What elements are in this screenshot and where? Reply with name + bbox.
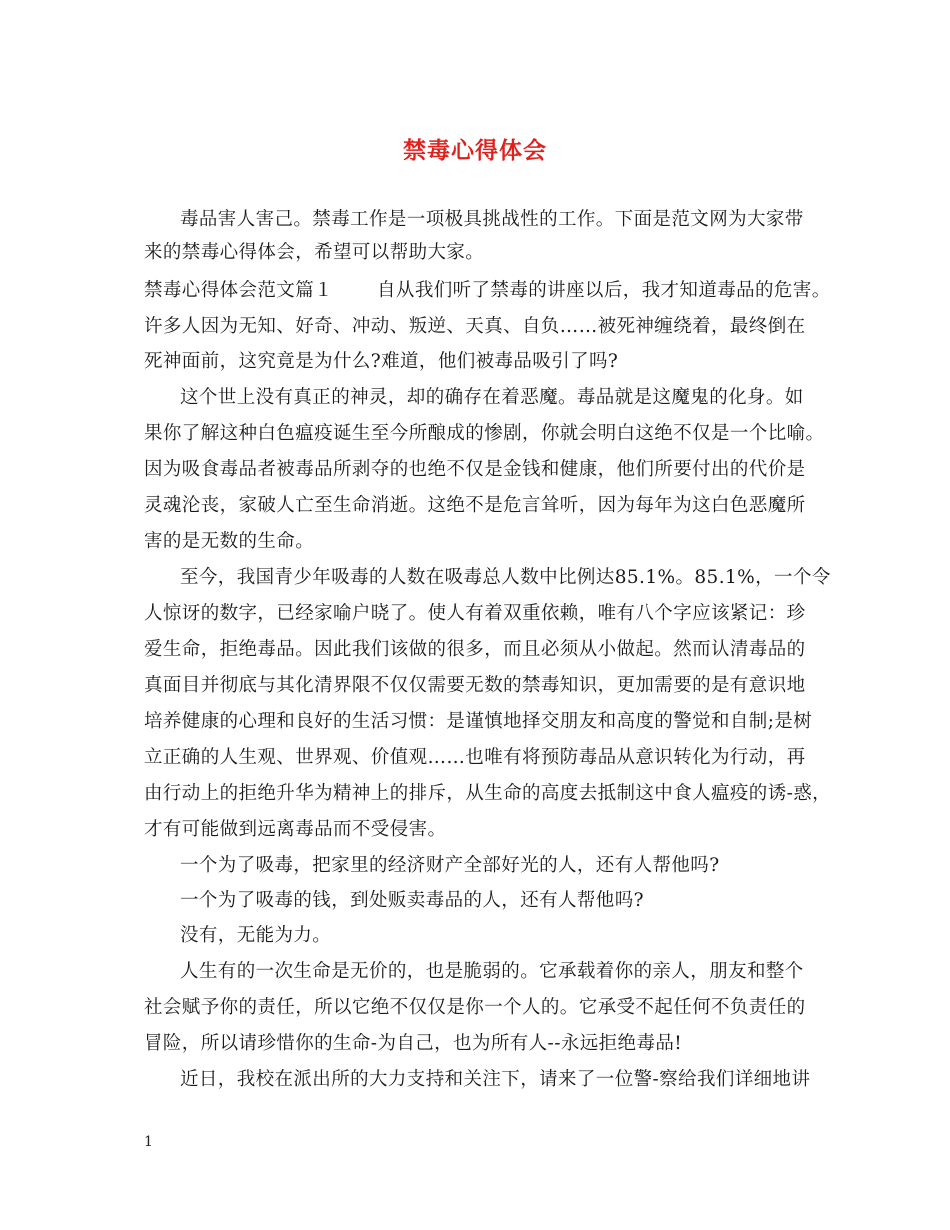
paragraph-line: 毒品害人害己。禁毒工作是一项极具挑战性的工作。下面是范文网为大家带 <box>180 209 804 230</box>
paragraph-line: 自从我们听了禁毒的讲座以后，我才知道毒品的危害。 <box>377 280 831 301</box>
paragraph-line: 死神面前，这究竟是为什么?难道，他们被毒品吸引了吗? <box>144 351 619 372</box>
paragraph-line: 一个为了吸毒，把家里的经济财产全部好光的人，还有人帮他吗? <box>180 855 720 876</box>
paragraph-line: 这个世上没有真正的神灵，却的确存在着恶魔。毒品就是这魔鬼的化身。如 <box>180 387 804 408</box>
page-number: 1 <box>144 1134 153 1150</box>
paragraph-line: 近日，我校在派出所的大力支持和关注下，请来了一位警-察给我们详细地讲 <box>180 1069 811 1090</box>
document-title: 禁毒心得体会 <box>403 138 547 164</box>
paragraph-line: 一个为了吸毒的钱，到处贩卖毒品的人，还有人帮他吗? <box>180 890 644 911</box>
paragraph-line: 真面目并彻底与其化清界限不仅仅需要无数的禁毒知识，更加需要的是有意识地 <box>144 675 806 696</box>
section-heading: 禁毒心得体会范文篇１ <box>144 280 334 301</box>
paragraph-line: 害的是无数的生命。 <box>144 531 315 552</box>
paragraph-line: 冒险，所以请珍惜你的生命-为自己，也为所有人--永远拒绝毒品! <box>144 1033 683 1054</box>
section-heading-line <box>144 279 831 303</box>
paragraph-line: 没有，无能为力。 <box>180 925 332 946</box>
paragraph-line: 至今，我国青少年吸毒的人数在吸毒总人数中比例达85.1%。85.1%，一个令 <box>180 567 831 588</box>
paragraph-line: 因为吸食毒品者被毒品所剥夺的也绝不仅是金钱和健康，他们所要付出的代价是 <box>144 459 806 480</box>
paragraph-line: 培养健康的心理和良好的生活习惯：是谨慎地择交朋友和高度的警觉和自制;是树 <box>144 711 813 732</box>
paragraph-line: 灵魂沦丧，家破人亡至生命消逝。这绝不是危言耸听，因为每年为这白色恶魔所 <box>144 495 806 516</box>
paragraph-line: 才有可能做到远离毒品而不受侵害。 <box>144 819 447 840</box>
paragraph-line: 许多人因为无知、好奇、冲动、叛逆、天真、自负……被死神缠绕着，最终倒在 <box>144 316 806 337</box>
paragraph-line: 人生有的一次生命是无价的，也是脆弱的。它承载着你的亲人，朋友和整个 <box>180 961 804 982</box>
paragraph-line: 果你了解这种白色瘟疫诞生至今所酿成的惨剧，你就会明白这绝不仅是一个比喻。 <box>144 423 825 444</box>
paragraph-line: 来的禁毒心得体会，希望可以帮助大家。 <box>144 242 485 263</box>
paragraph-line: 立正确的人生观、世界观、价值观……也唯有将预防毒品从意识转化为行动，再 <box>144 747 806 768</box>
paragraph-line: 社会赋予你的责任，所以它绝不仅仅是你一个人的。它承受不起任何不负责任的 <box>144 997 806 1018</box>
paragraph-line: 爱生命，拒绝毒品。因此我们该做的很多，而且必须从小做起。然而认清毒品的 <box>144 639 806 660</box>
paragraph-line: 人惊讶的数字，已经家喻户晓了。使人有着双重依赖，唯有八个字应该紧记：珍 <box>144 603 806 624</box>
paragraph-line: 由行动上的拒绝升华为精神上的排斥，从生命的高度去抵制这中食人瘟疫的诱-惑， <box>144 783 832 804</box>
